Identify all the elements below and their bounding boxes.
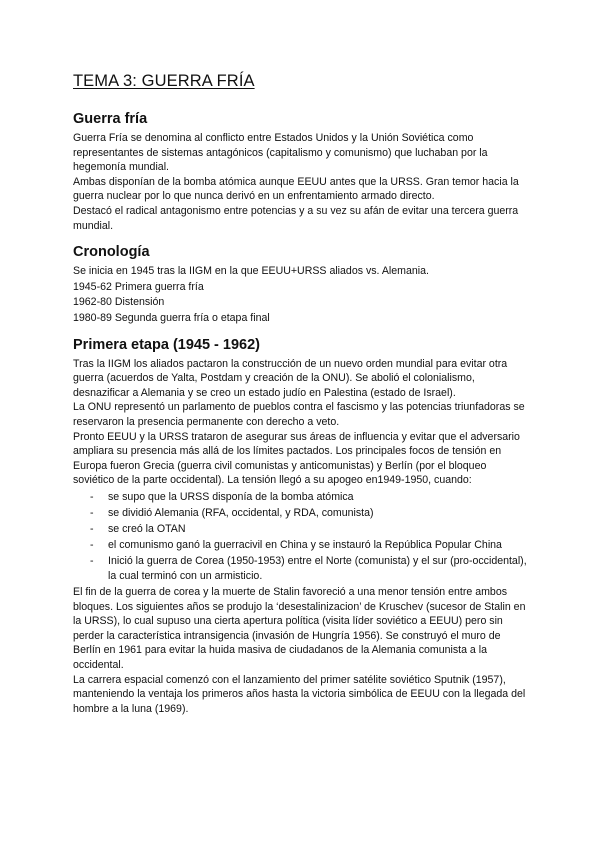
- paragraph: Ambas disponían de la bomba atómica aunque EEUU antes que la URSS. Gran temor hacia la guerra nuclear por lo que nunca derivó en un enfrentamiento armado directo.: [73, 175, 519, 203]
- paragraph: La carrera espacial comenzó con el lanzamiento del primer satélite soviético Sputnik (1957), manteniendo la ventaja los primeros años hasta la victoria simbólica de EEUU con la llegada del hombre a la luna (1969).: [73, 673, 526, 715]
- paragraph: Destacó el radical antagonismo entre potencias y a su vez su afán de evitar una tercera guerra mundial.: [73, 204, 519, 232]
- list-item: - se creó la OTAN: [90, 523, 186, 536]
- list-item: - se dividió Alemania (RFA, occidental, y RDA, comunista): [90, 506, 374, 519]
- list-item: - Inició la guerra de Corea (1950-1953) entre el Norte (comunista) y el sur (pro-occidental), la cual terminó con un armisticio.: [90, 555, 527, 582]
- section-heading-primera-etapa: Primera etapa (1945 - 1962): [73, 336, 260, 353]
- paragraph: El fin de la guerra de corea y la muerte de Stalin favoreció a una menor tensión entre ambos bloques. Los siguientes años se produjo la ‘desestalinizacion’ de Kruschev (sucesor de Stalin en la URSS), lo cual supuso una cierta apertura política (visita líder soviético a EEUU) pero sin perder la característica intransigencia (invasión de Hungría 1956). Se construyó el muro de Berlín en 1961 para evitar la huida masiva de ciudadanos de la Alemania comunista a la occidental.: [73, 585, 526, 671]
- paragraph: La ONU representó un parlamento de pueblos contra el fascismo y las potencias triunfadoras se reservaron la presencia permanente con derecho a veto.: [73, 401, 525, 428]
- timeline-entry: 1962-80 Distensión: [73, 296, 165, 309]
- timeline-entry: 1945-62 Primera guerra fría: [73, 280, 204, 293]
- list-item: - se supo que la URSS disponía de la bomba atómica: [90, 490, 354, 503]
- paragraph: Se inicia en 1945 tras la IIGM en la que EEUU+URSS aliados vs. Alemania.: [73, 265, 429, 278]
- list-item: - el comunismo ganó la guerracivil en China y se instauró la República Popular China: [90, 539, 502, 552]
- bullet-list: [73, 490, 530, 584]
- paragraph: Guerra Fría se denomina al conflicto entre Estados Unidos y la Unión Soviética como representantes de sistemas antagónicos (capitalismo y comunismo) que luchaban por la hegemonía mundial.: [73, 132, 488, 174]
- paragraph: Pronto EEUU y la URSS trataron de asegurar sus áreas de influencia y evitar que el adversario ampliara su presencia más allá de los límites pactados. Los principales focos de tensión en Europa fueron Grecia (guerra civil comunistas y anticomunistas) y Berlín (por el bloqueo soviético de la parte occidental). La tensión llegó a su apogeo en1949-1950, cuando:: [73, 430, 520, 487]
- paragraph: Tras la IIGM los aliados pactaron la construcción de un nuevo orden mundial para evitar otra guerra (acuerdos de Yalta, Postdam y creación de la ONU). Se abolió el colonialismo, desnazificar a Alemania y se creo un estado judío en Palestina (estado de Israel).: [73, 357, 508, 399]
- page-title: TEMA 3: GUERRA FRÍA: [73, 72, 255, 90]
- section-heading-guerra-fria: Guerra fría: [73, 111, 148, 127]
- timeline-entry: 1980-89 Segunda guerra fría o etapa final: [73, 311, 270, 324]
- section-heading-cronologia: Cronología: [73, 244, 150, 261]
